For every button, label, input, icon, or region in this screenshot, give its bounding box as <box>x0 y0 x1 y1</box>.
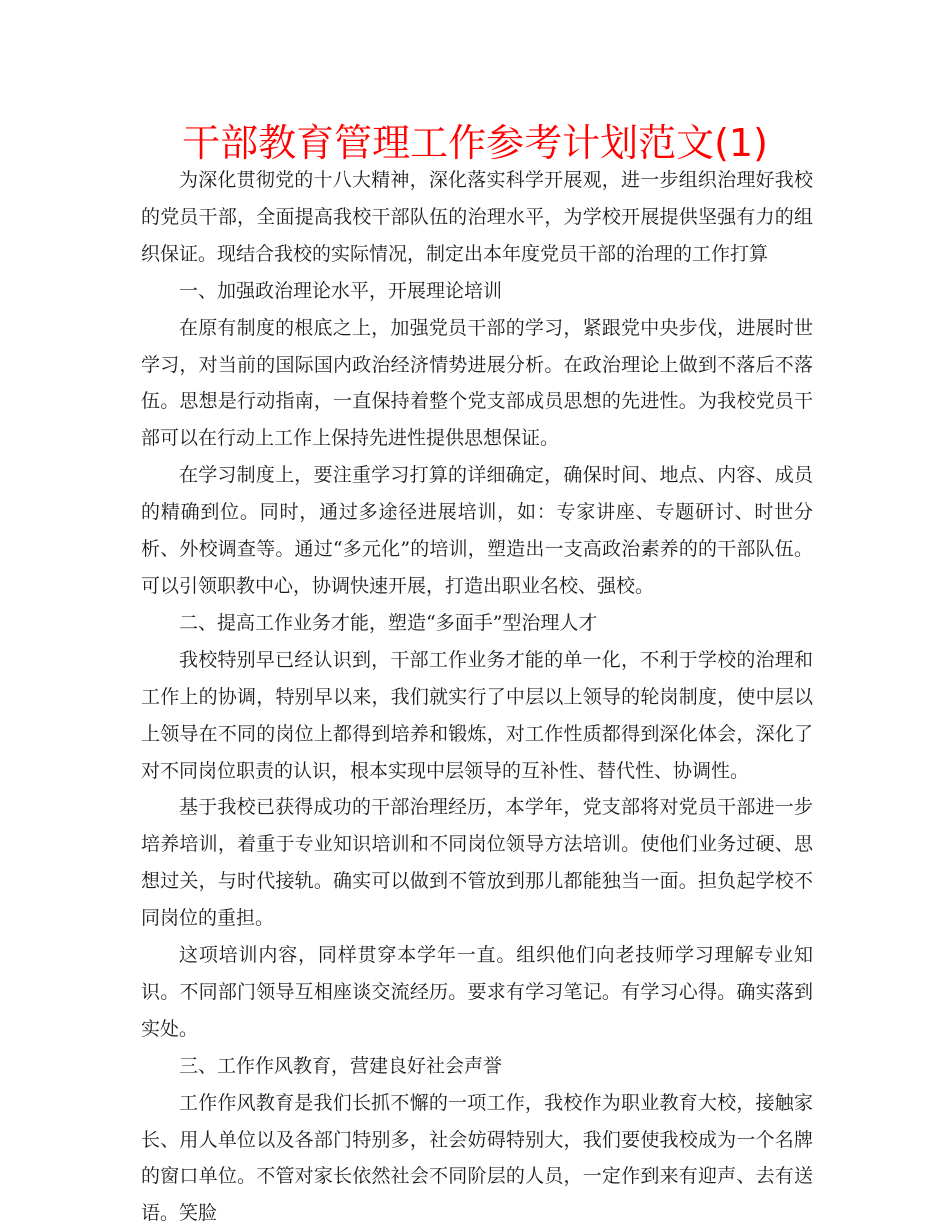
paragraph: 我校特别早已经认识到，干部工作业务才能的单一化，不利于学校的治理和工作上的协调，特别早以来，我们就实行了中层以上领导的轮岗制度，使中层以上领导在不同的岗位上都得到培养和锻炼，对工作性质都得到深化体会，深化了对不同岗位职责的认识，根本实现中层领导的互补性、替代性、协调性。 <box>141 648 813 782</box>
document-body <box>141 162 813 1232</box>
paragraph: 基于我校已获得成功的干部治理经历，本学年，党支部将对党员干部进一步培养培训，着重于专业知识培训和不同岗位领导方法培训。使他们业务过硬、思想过关，与时代接轨。确实可以做到不管放到那儿都能独当一面。担负起学校不同岗位的重担。 <box>141 796 813 930</box>
paragraph: 在学习制度上，要注重学习打算的详细确定，确保时间、地点、内容、成员的精确到位。同时，通过多途径进展培训，如：专家讲座、专题研讨、时世分析、外校调查等。通过“多元化”的培训，塑造出一支高政治素养的的干部队伍。可以引领职教中心，协调快速开展，打造出职业名校、强校。 <box>141 464 813 597</box>
paragraph: 这项培训内容，同样贯穿本学年一直。组织他们向老技师学习理解专业知识。不同部门领导互相座谈交流经历。要求有学习笔记。有学习心得。确实落到实处。 <box>141 944 813 1040</box>
paragraph: 工作作风教育是我们长抓不懈的一项工作，我校作为职业教育大校，接触家长、用人单位以及各部门特别多，社会妨碍特别大，我们要使我校成为一个名牌的窗口单位。不管对家长依然社会不同阶层的人员，一定作到来有迎声、去有送语。笑脸 <box>141 1091 813 1225</box>
document-title: 干部教育管理工作参考计划范文(1) <box>182 121 768 165</box>
paragraph-intro: 为深化贯彻党的十八大精神，深化落实科学开展观，进一步组织治理好我校的党员干部，全面提高我校干部队伍的治理水平，为学校开展提供坚强有力的组织保证。现结合我校的实际情况，制定出本年度党员干部的治理的工作打算 <box>141 169 813 265</box>
section-heading-1: 一、加强政治理论水平，开展理论培训 <box>179 279 503 302</box>
section-heading-2: 二、提高工作业务才能，塑造“多面手”型治理人才 <box>179 611 598 634</box>
paragraph: 在原有制度的根底之上，加强党员干部的学习，紧跟党中央步伐，进展时世学习，对当前的国际国内政治经济情势进展分析。在政治理论上做到不落后不落伍。思想是行动指南，一直保持着整个党支部成员思想的先进性。为我校党员干部可以在行动上工作上保持先进性提供思想保证。 <box>141 316 813 450</box>
section-heading-3: 三、工作作风教育，营建良好社会声誉 <box>179 1054 503 1077</box>
